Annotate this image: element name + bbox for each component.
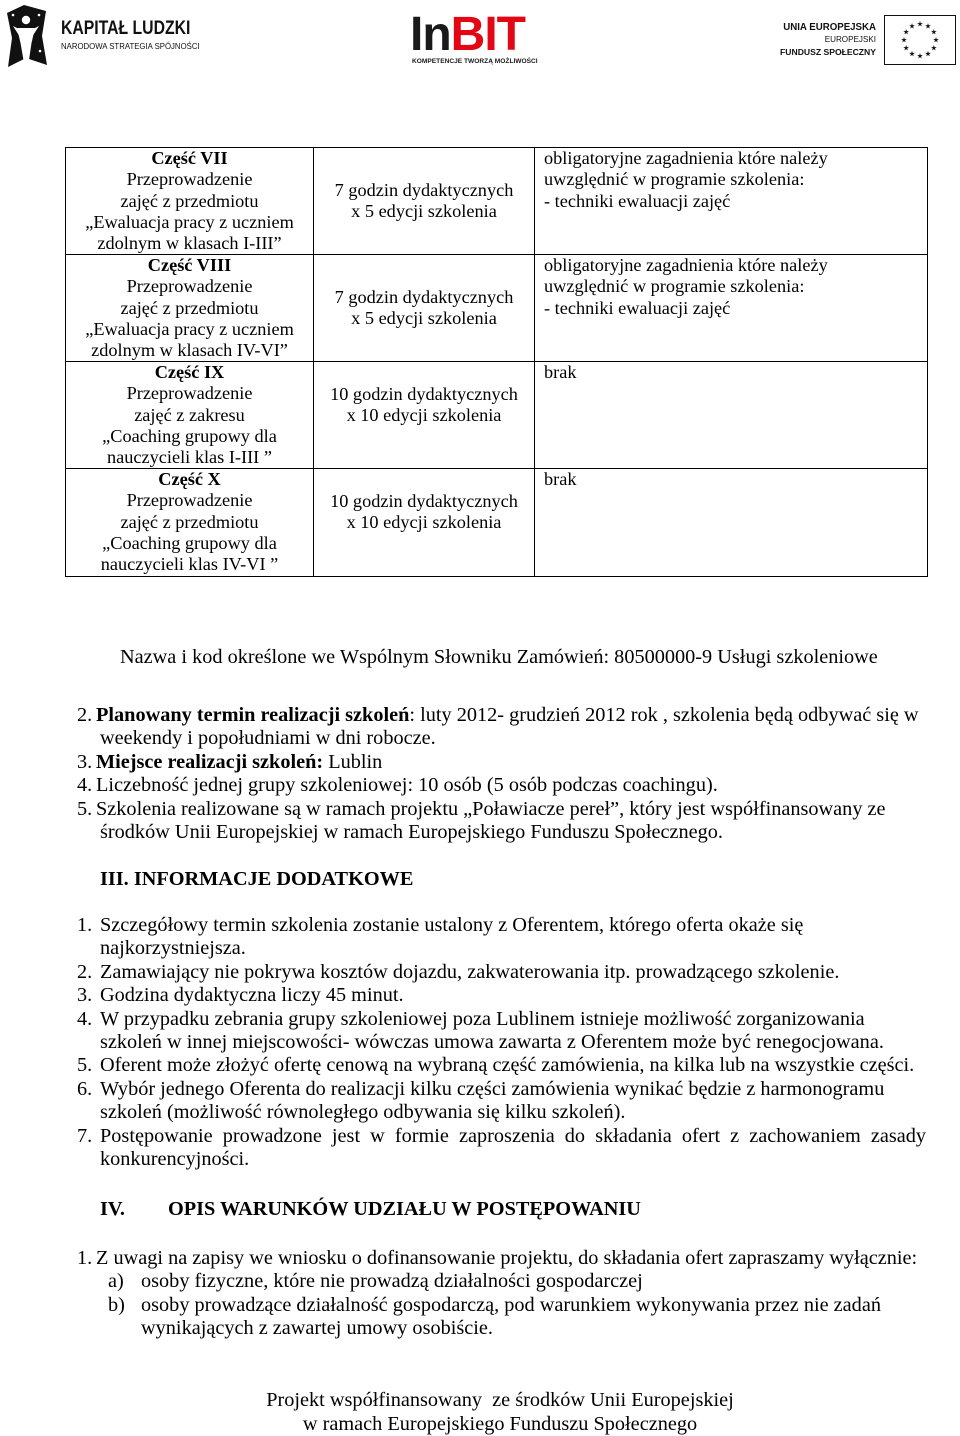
part-title: Część X: [158, 469, 221, 489]
part-title: Część VIII: [147, 255, 232, 275]
topics-line: brak: [544, 362, 577, 382]
list-number: 5.: [77, 797, 93, 820]
part-description-line: „Coaching grupowy dla: [102, 532, 277, 553]
eu-logo-line3: FUNDUSZ SPOŁECZNY: [780, 47, 876, 57]
sub-list-line: osoby prowadzące działalność gospodarczą, pod warunkiem wykonywania przez nie zadań: [141, 1293, 881, 1316]
list-number: 3.: [77, 750, 93, 773]
list-item-line: najkorzystniejsza.: [100, 937, 246, 960]
section-number: IV.: [100, 1198, 125, 1220]
list-item-line: szkoleń w innej miejscowości- wówczas umowa zawarta z Oferentem może być renegocjowana.: [100, 1031, 884, 1054]
part-cell: [66, 362, 314, 468]
footer-line1: Projekt współfinansowany ze środków Unii Europejskiej: [266, 1389, 734, 1411]
hours-cell: [314, 255, 535, 361]
list-number: 6.: [77, 1077, 93, 1100]
topics-line: obligatoryjne zagadnienia które należy: [544, 148, 828, 168]
hours-line: 7 godzin dydaktycznych: [334, 287, 514, 307]
sub-list-item: [0, 1294, 960, 1341]
table-row: [66, 255, 927, 362]
part-cell: [66, 148, 314, 254]
list-item-line: Z uwagi na zapisy we wniosku o dofinansowanie projektu, do składania ofert zapraszamy wyłącznie:: [96, 1247, 918, 1269]
hours-line: 10 godzin dydaktycznych: [330, 384, 518, 404]
list-number: 2.: [77, 960, 93, 983]
kapital-ludzki-title: KAPITAŁ LUDZKI: [61, 18, 191, 39]
list-number: 1.: [77, 914, 93, 936]
list-item: [0, 1054, 960, 1077]
list-number: 1.: [77, 1247, 93, 1269]
list-item-line: [0, 751, 960, 774]
list-item: [0, 1078, 960, 1125]
list-number: 5.: [77, 1054, 93, 1077]
cpv-code-line: Nazwa i kod określone we Wspólnym Słowniku Zamówień: 80500000-9 Usługi szkoleniowe: [120, 646, 878, 668]
list-item-line: szkoleń (możliwość równoległego odbywania się kilku szkoleń).: [100, 1101, 626, 1124]
list-number: 4.: [77, 774, 93, 797]
hours-line: 7 godzin dydaktycznych: [334, 180, 514, 200]
list-number: 2.: [77, 704, 93, 726]
topics-line: - techniki ewaluacji zajęć: [544, 190, 731, 211]
part-description-line: „Ewaluacja pracy z uczniem: [85, 318, 294, 339]
list-item-line: Postępowanie prowadzone jest w formie zaproszenia do składania ofert z zachowaniem zasady: [100, 1124, 926, 1147]
list-item: [0, 1247, 960, 1270]
hours-cell: [314, 469, 535, 576]
section-heading-additional-info: III. INFORMACJE DODATKOWE: [100, 868, 414, 890]
topics-cell: [535, 255, 927, 361]
topics-cell: [535, 148, 927, 254]
part-description-line: zajęć z przedmiotu: [120, 190, 259, 211]
part-description-line: Przeprowadzenie: [126, 276, 253, 297]
participation-conditions-list: [0, 1247, 960, 1341]
inbit-logo-part1: In: [410, 8, 451, 61]
list-item: [0, 704, 960, 751]
eu-logo-line1: UNIA EUROPEJSKA: [783, 22, 876, 33]
list-item-line: weekendy i popołudniami w dni robocze.: [100, 727, 436, 750]
section-title: OPIS WARUNKÓW UDZIAŁU W POSTĘPOWANIU: [168, 1198, 641, 1220]
hours-line: 10 godzin dydaktycznych: [330, 491, 518, 511]
list-item-line: [0, 704, 960, 727]
kapital-ludzki-subtitle: NARODOWA STRATEGIA SPÓJNOŚCI: [61, 42, 200, 51]
hours-cell: [314, 148, 535, 254]
list-number: 4.: [77, 1007, 93, 1030]
table-row: [66, 148, 927, 255]
part-description-line: zajęć z przedmiotu: [120, 297, 259, 318]
sub-list-letter: a): [108, 1270, 124, 1293]
table-row: [66, 362, 927, 469]
editions-line: x 10 edycji szkolenia: [346, 512, 502, 533]
inbit-tagline: KOMPETENCJE TWORZĄ MOŻLIWOŚCI: [412, 58, 538, 65]
topics-line: brak: [544, 469, 577, 489]
list-item-text: : luty 2012- grudzień 2012 rok , szkolenia będą odbywać się w: [409, 704, 919, 726]
part-description-line: zajęć z zakresu: [134, 404, 245, 425]
inbit-logo-part2: BIT: [450, 8, 525, 61]
list-item-line: Liczebność jednej grupy szkoleniowej: 10 osób (5 osób podczas coachingu).: [96, 774, 718, 797]
list-item: [0, 984, 960, 1007]
sub-list-letter: b): [108, 1293, 125, 1316]
sub-list-item: [0, 1270, 960, 1293]
part-description-line: nauczycieli klas I-III ”: [107, 447, 272, 468]
list-item-line: Oferent może złożyć ofertę cenową na wybraną część zamówienia, na kilka lub na wszystkie części.: [100, 1054, 915, 1077]
part-description-line: „Ewaluacja pracy z uczniem: [85, 211, 294, 232]
list-item-bold: Planowany termin realizacji szkoleń: [96, 704, 410, 726]
list-item-line: W przypadku zebrania grupy szkoleniowej poza Lublinem istnieje możliwość zorganizowania: [100, 1007, 865, 1030]
part-description-line: Przeprowadzenie: [126, 169, 253, 190]
list-item: [0, 798, 960, 845]
parts-table: [65, 147, 928, 577]
part-description-line: zdolnym w klasach I-III”: [97, 233, 282, 254]
editions-line: x 10 edycji szkolenia: [346, 405, 502, 426]
inbit-logo: [410, 8, 525, 61]
part-cell: [66, 469, 314, 576]
topics-line: uwzględnić w programie szkolenia:: [544, 169, 805, 190]
list-item: [0, 961, 960, 984]
editions-line: x 5 edycji szkolenia: [351, 201, 497, 222]
part-title: Część VII: [151, 148, 228, 168]
sub-list-line: osoby fizyczne, które nie prowadzą działalności gospodarczej: [141, 1270, 643, 1293]
editions-line: x 5 edycji szkolenia: [351, 308, 497, 329]
topics-cell: [535, 362, 927, 468]
topics-line: obligatoryjne zagadnienia które należy: [544, 255, 828, 275]
list-item-bold: Miejsce realizacji szkoleń:: [96, 750, 324, 773]
eu-logo-line2: EUROPEJSKI: [824, 35, 876, 44]
section-heading-participation-conditions: [0, 1198, 960, 1222]
list-item: [0, 751, 960, 774]
page-footer: [40, 1388, 960, 1436]
list-item-line: Godzina dydaktyczna liczy 45 minut.: [100, 984, 404, 1007]
part-description-line: nauczycieli klas IV-VI ”: [100, 554, 279, 575]
list-item: [0, 1008, 960, 1055]
list-item: [0, 1125, 960, 1172]
part-title: Część IX: [154, 362, 225, 382]
order-details-list: [0, 704, 960, 844]
topics-cell: [535, 469, 927, 576]
table-row: [66, 469, 927, 576]
list-item-line: Szkolenia realizowane są w ramach projektu „Poławiacze pereł”, który jest współfinansowany ze: [96, 797, 886, 820]
list-item: [0, 914, 960, 961]
part-description-line: zdolnym w klasach IV-VI”: [91, 340, 288, 361]
footer-line2: w ramach Europejskiego Funduszu Społecznego: [302, 1413, 698, 1435]
list-item-line: Szczegółowy termin szkolenia zostanie ustalony z Oferentem, którego oferta okaże się: [100, 914, 804, 936]
eu-logo-text: [780, 22, 876, 58]
list-number: 3.: [77, 984, 93, 1007]
topics-line: - techniki ewaluacji zajęć: [544, 297, 731, 318]
sub-list-line: wynikających z zawartej umowy osobiście.: [141, 1317, 493, 1340]
list-item-line: Wybór jednego Oferenta do realizacji kilku części zamówienia wynikać będzie z harmonogramu: [100, 1077, 885, 1100]
part-description-line: „Coaching grupowy dla: [102, 425, 277, 446]
hours-cell: [314, 362, 535, 468]
part-description-line: Przeprowadzenie: [126, 383, 253, 404]
eu-flag-icon: [884, 15, 956, 65]
kapital-ludzki-emblem-icon: [4, 3, 48, 69]
part-cell: [66, 255, 314, 361]
list-item-line: Zamawiający nie pokrywa kosztów dojazdu, zakwaterowania itp. prowadzącego szkolenie.: [100, 960, 840, 983]
list-number: 7.: [77, 1124, 93, 1147]
list-item-text: Lublin: [323, 750, 383, 773]
list-item-line: konkurencyjności.: [100, 1148, 250, 1171]
additional-info-list: [0, 914, 960, 1171]
list-item-line: środków Unii Europejskiej w ramach Europejskiego Funduszu Społecznego.: [100, 821, 723, 844]
topics-line: uwzględnić w programie szkolenia:: [544, 276, 805, 297]
list-item: [0, 774, 960, 797]
part-description-line: Przeprowadzenie: [126, 490, 253, 511]
part-description-line: zajęć z przedmiotu: [120, 511, 259, 532]
